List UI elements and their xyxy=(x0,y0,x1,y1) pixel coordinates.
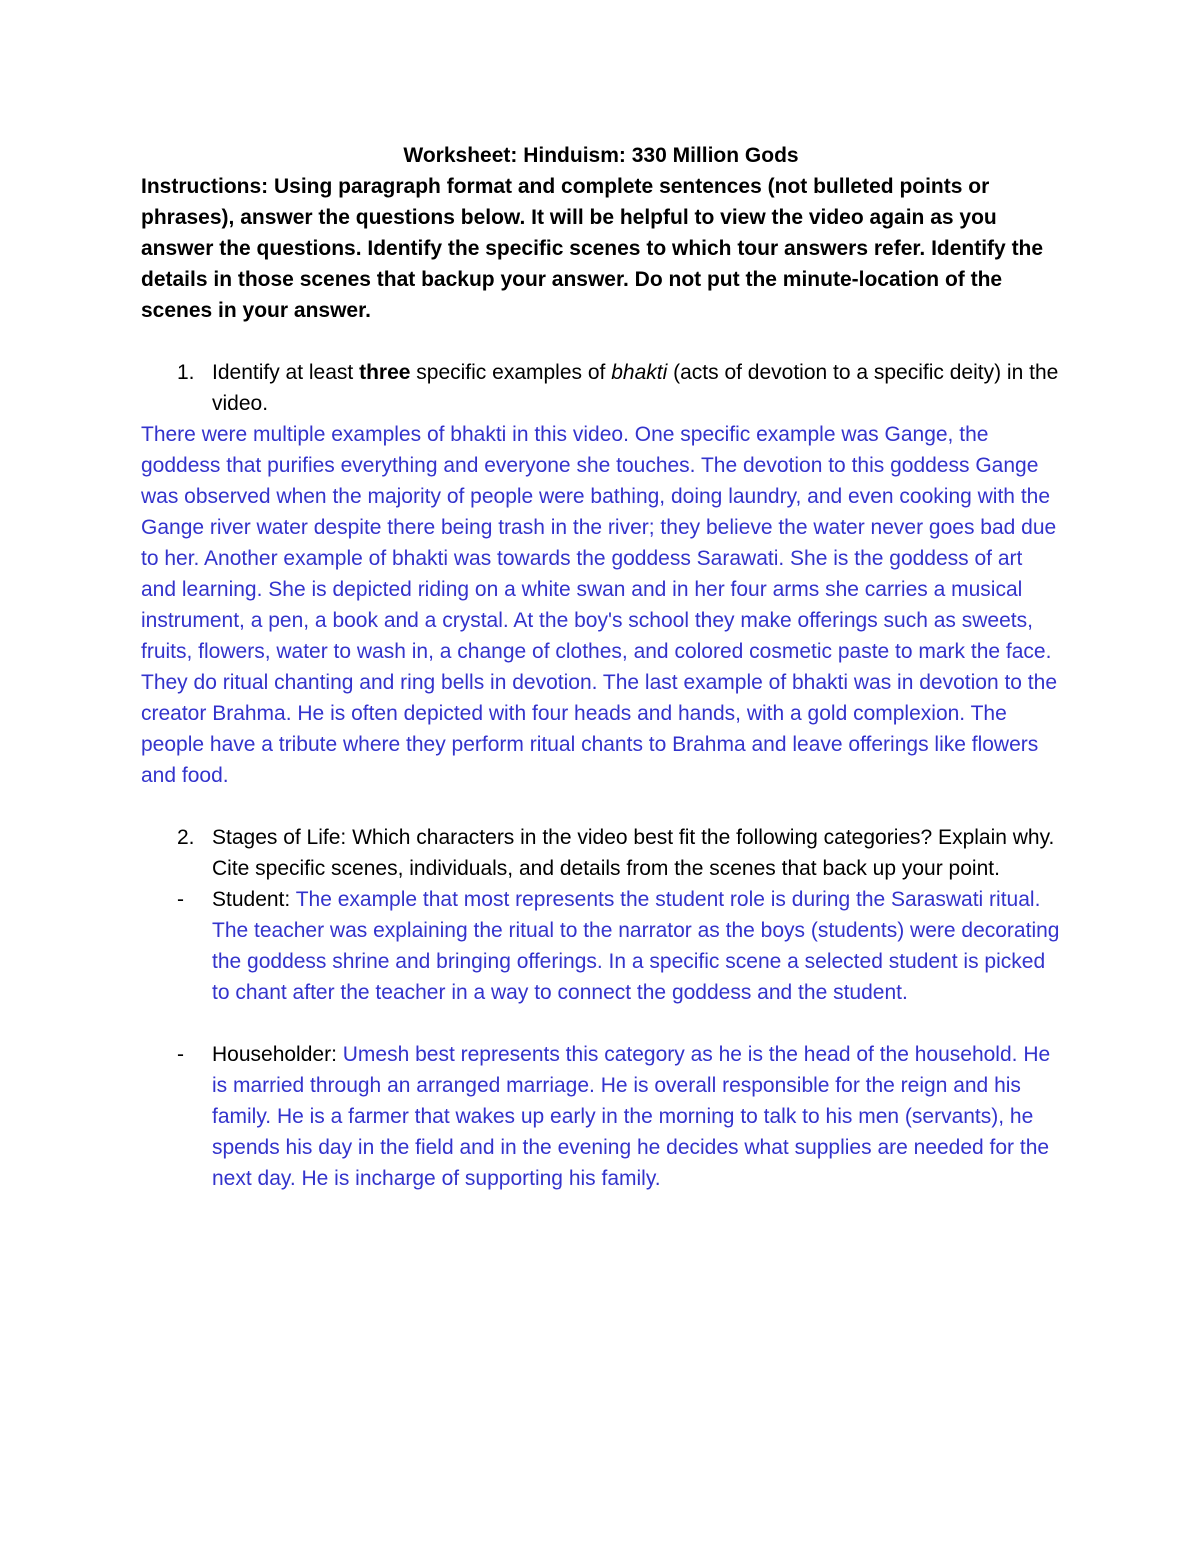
bullet-dash: - xyxy=(177,888,184,911)
worksheet-title: Worksheet: Hinduism: 330 Million Gods xyxy=(403,144,799,167)
question-1-answer: There were multiple examples of bhakti in this video. One specific example was Gange, the goddess that purifies everything and everyone she touches. The devotion to this goddess Gange was observed when the majority of people were bathing, doing laundry, and even cooking with the Gange river water despite there being trash in the river; they believe the water never goes bad due to her. Another example of bhakti was towards the goddess Sarawati. She is the goddess of art and learning. She is depicted riding on a white swan and in her four arms she carries a musical instrument, a pen, a book and a crystal. At the boy's school they make offerings such as sweets, fruits, flowers, water to wash in, a change of clothes, and colored cosmetic paste to mark the face. They do ritual chanting and ring bells in devotion. The last example of bhakti was in devotion to the creator Brahma. He is often depicted with four heads and hands, with a gold complexion. The people have a tribute where they perform ritual chants to Brahma and leave offerings like flowers and food. xyxy=(141,423,1058,787)
bullet-dash: - xyxy=(177,1043,184,1066)
question-1-text-middle: specific examples of xyxy=(410,361,612,384)
student-label: Student: xyxy=(212,888,296,911)
householder-bullet xyxy=(141,1039,1061,1194)
spacer xyxy=(141,1008,1061,1039)
question-1 xyxy=(141,357,1061,419)
question-2-text: Stages of Life: Which characters in the video best fit the following categories? Explain why. Cite specific scenes, individuals, and details from the scenes that back up your point. xyxy=(212,826,1055,880)
spacer xyxy=(141,326,1061,357)
student-bullet xyxy=(141,884,1061,1008)
worksheet-page xyxy=(141,140,1061,1194)
householder-label: Householder: xyxy=(212,1043,343,1066)
question-1-number: 1. xyxy=(177,361,195,384)
question-1-text-after: (acts of devotion to a specific deity) in the video. xyxy=(212,361,1059,415)
spacer xyxy=(141,791,1061,822)
student-answer: The example that most represents the student role is during the Saraswati ritual. The teacher was explaining the ritual to the narrator as the boys (students) were decorating the goddess shrine and bringing offerings. In a specific scene a selected student is picked to chant after the teacher in a way to connect the goddess and the student. xyxy=(212,888,1060,1004)
householder-answer: Umesh best represents this category as he is the head of the household. He is married through an arranged marriage. He is overall responsible for the reign and his family. He is a farmer that wakes up early in the morning to talk to his men (servants), he spends his day in the field and in the evening he decides what supplies are needed for the next day. He is incharge of supporting his family. xyxy=(212,1043,1051,1190)
instructions-paragraph: Instructions: Using paragraph format and complete sentences (not bulleted points or phrases), answer the questions below. It will be helpful to view the video again as you answer the questions. Identify the specific scenes to which tour answers refer. Identify the details in those scenes that backup your answer. Do not put the minute-location of the scenes in your answer. xyxy=(141,175,1044,322)
question-1-text-before: Identify at least xyxy=(212,361,360,384)
question-2 xyxy=(141,822,1061,884)
question-2-number: 2. xyxy=(177,826,195,849)
question-1-bold-word: three xyxy=(359,361,411,384)
question-1-italic-word: bhakti xyxy=(611,361,668,384)
